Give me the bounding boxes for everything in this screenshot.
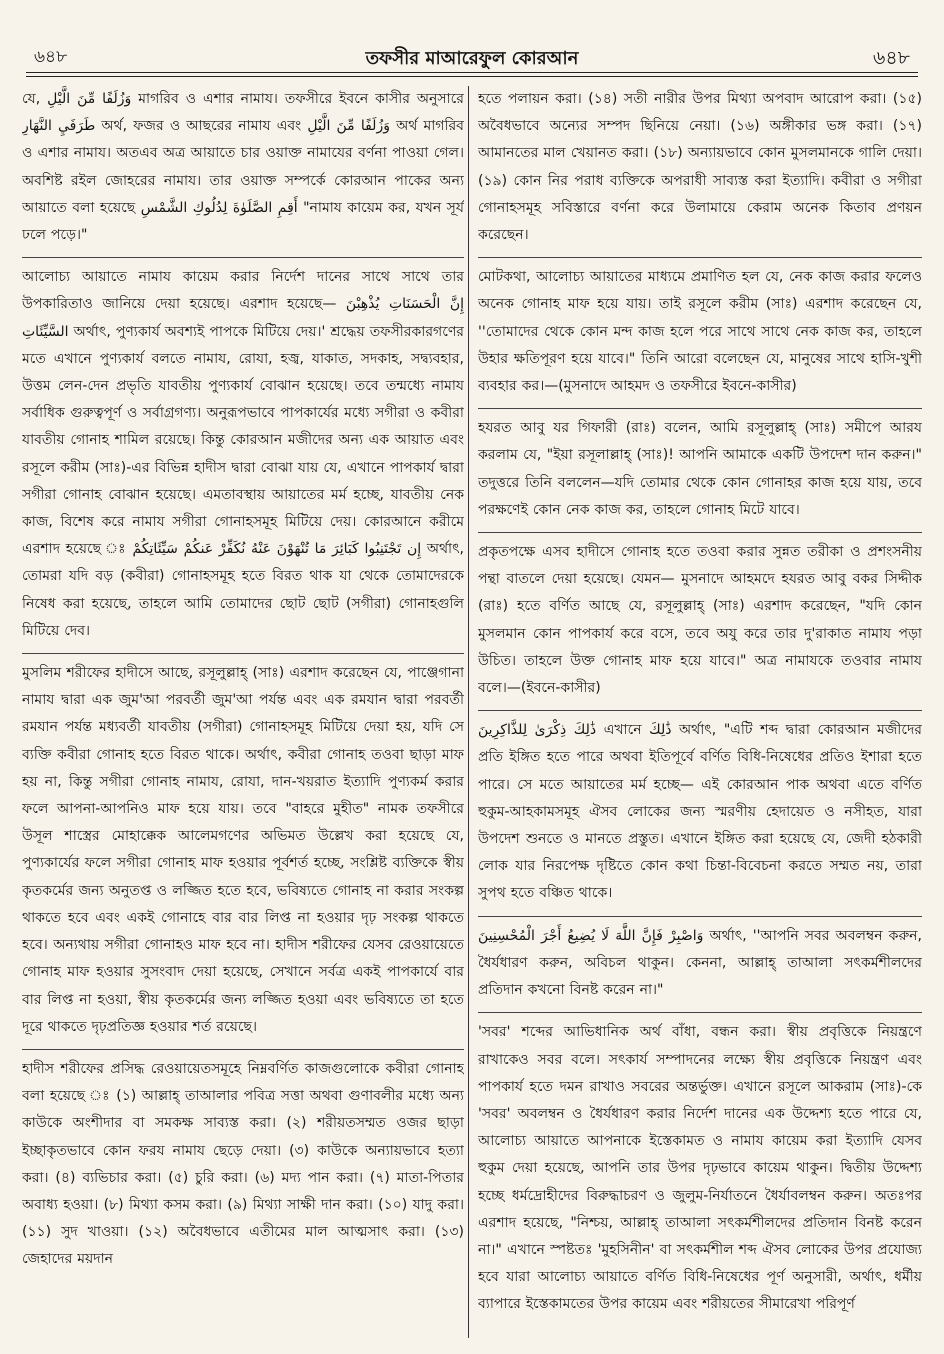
paragraph-separator: [478, 249, 922, 258]
paragraph-separator: [22, 249, 464, 258]
paragraph-separator: [22, 1041, 464, 1050]
paragraph-separator: [22, 645, 464, 654]
paragraph-separator: [478, 400, 922, 409]
paragraph-separator: [478, 1004, 922, 1013]
right-paragraph-1: হতে পলায়ন করা। (১৪) সতী নারীর উপর মিথ্যা অপবাদ আরোপ করা। (১৫) অবৈধভাবে অন্যের সম্পদ ছিনিয়ে নেয়া। (১৬) অঙ্গীকার ভঙ্গ করা। (১৭) আমানতের মাল খেয়ানত করা। (১৮) অন্যায়ভাবে কোন মুসলমানকে গালি দেয়া। (১৯) কোন নির পরাধ ব্যক্তিকে অপরাধী সাব্যস্ত করা ইত্যাদি। কবীরা ও সগীরা গোনাহসমূহ সবিস্তারে বর্ণনা করে উলামায়ে কেরাম অনেক কিতাব প্রণয়ন করেছেন।: [478, 91, 922, 244]
header-rule: [26, 72, 918, 73]
right-paragraph-6: وَاصْبِرْ فَإِنَّ اللَّهَ لَا يُضِيعُ أَجْرَ الْمُحْسِنِينَ অর্থাৎ, ''আপনি সবর অবলম্বন করুন, ধৈর্যধারণ করুন, অবিচল থাকুন। কেননা, আল্লাহ্ তাআলা সৎকর্মশীলদের প্রতিদান কখনো বিনষ্ট করেন না।": [478, 927, 922, 999]
running-title: তফসীর মাআরেফুল কোরআন: [365, 48, 579, 69]
right-column: [478, 86, 922, 1346]
right-paragraph-3: হযরত আবু যর গিফারী (রাঃ) বলেন, আমি রসূলুল্লাহ্ (সাঃ) সমীপে আরয করলাম যে, "ইয়া রসূলাল্লাহ্ (সাঃ)! আপনি আমাকে একটি উপদেশ দান করুন।" তদুত্তরে তিনি বললেন—যদি তোমার থেকে কোন গোনাহর কাজ হয়ে যায়, তবে পরক্ষণেই কোন নেক কাজ কর, তাহলে গোনাহ মিটে যাবে।: [478, 420, 922, 518]
paragraph-separator: [478, 702, 922, 711]
left-paragraph-2: আলোচ্য আয়াতে নামায কায়েম করার নির্দেশ দানের সাথে সাথে তার উপকারিতাও জানিয়ে দেয়া হয়েছে। এরশাদ হয়েছে— إِنَّ الْحَسَنَاتِ يُذْهِبْنَ السَّيِّئَاتِ অর্থাৎ, পুণ্যকার্য অবশ্যই পাপকে মিটিয়ে দেয়।' শ্রদ্ধেয় তফসীরকারগণের মতে এখানে পুণ্যকার্য বলতে নামায, রোযা, হজ্ব, যাকাত, সদকাহ, সদ্ব্যবহার, উত্তম লেন-দেন প্রভৃতি যাবতীয় পুণ্যকার্য বোঝান হয়েছে। তবে তন্মধ্যে নামায সর্বাধিক গুরুত্বপূর্ণ ও সর্বাগ্রগণ্য। অনুরূপভাবে পাপকার্যের মধ্যে সগীরা ও কবীরা যাবতীয় গোনাহ শামিল রয়েছে। কিন্তু কোরআন মজীদের অন্য এক আয়াত এবং রসূলে করীম (সাঃ)-এর বিভিন্ন হাদীস দ্বারা বোঝা যায় যে, এখানে পাপকার্য দ্বারা সগীরা গোনাহ বোঝান হয়েছে। এমতাবস্থায় আয়াতের মর্ম হচ্ছে, যাবতীয় নেক কাজ, বিশেষ করে নামায সগীরা গোনাহসমূহ মিটিয়ে দেয়। কোরআনে করীমে এরশাদ হয়েছে ঃ إِن تَجْتَنِبُوا كَبَائِرَ مَا تُنْهَوْنَ عَنْهُ نُكَفِّرْ عَنكُمْ سَيِّئَاتِكُمْ অর্থাৎ, তোমরা যদি বড় (কবীরা) গোনাহসমূহ হতে বিরত থাক যা থেকে তোমাদেরকে নিষেধ করা হয়েছে, তাহলে আমি তোমাদের ছোট ছোট (সগীরা) গোনাহগুলি মিটিয়ে দেব।: [22, 269, 464, 639]
left-paragraph-4: হাদীস শরীফের প্রসিদ্ধ রেওয়ায়েতসমূহে নিম্নবর্ণিত কাজগুলোকে কবীরা গোনাহ বলা হয়েছে ঃ (১) আল্লাহ্ তাআলার পবিত্র সত্তা অথবা গুণাবলীর মধ্যে অন্য কাউকে অংশীদার বা সমকক্ষ সাব্যস্ত করা। (২) শরীয়তসম্মত ওজর ছাড়া ইচ্ছাকৃতভাবে কোন ফরয নামায ছেড়ে দেয়া। (৩) কাউকে অন্যায়ভাবে হত্যা করা। (৪) ব্যভিচার করা। (৫) চুরি করা। (৬) মদ্য পান করা। (৭) মাতা-পিতার অবাধ্য হওয়া। (৮) মিথ্যা কসম করা। (৯) মিথ্যা সাক্ষী দান করা। (১০) যাদু করা। (১১) সুদ খাওয়া। (১২) অবৈধভাবে এতীমের মাল আত্মসাৎ করা। (১৩) জেহাদের ময়দান: [22, 1060, 464, 1268]
page-number-right: ৬৪৮: [872, 47, 910, 69]
left-paragraph-1: যে, وَزُلَفًا مِّنَ الَّيْلِ মাগরিব ও এশার নামায। তফসীরে ইবনে কাসীর অনুসারে طَرَفَيِ النَّهَارِ অর্থ, ফজর ও আছরের নামায এবং وَزُلَفًا مِّنَ الَّيْلِ অর্থ মাগরিব ও এশার নামায। অতএব অত্র আয়াতে চার ওয়াক্ত নামাযের বর্ণনা পাওয়া গেল। অবশিষ্ট রইল জোহরের নামায। তার ওয়াক্ত সম্পর্কে কোরআন পাকের অন্য আয়াতে বলা হয়েছে أَقِمِ الصَّلَوٰةَ لِدُلُوكِ الشَّمْسِ "নামায কায়েম কর, যখন সূর্য ঢলে পড়ে।": [22, 91, 464, 244]
page-header: [26, 38, 918, 76]
right-paragraph-2: মোটকথা, আলোচ্য আয়াতের মাধ্যমে প্রমাণিত হল যে, নেক কাজ করার ফলেও অনেক গোনাহ মাফ হয়ে যায়। তাই রসূলে করীম (সাঃ) এরশাদ করেছেন যে, ''তোমাদের থেকে কোন মন্দ কাজ হলে পরে সাথে সাথে নেক কাজ কর, তাহলে উহার ক্ষতিপূরণ হয়ে যাবে।" তিনি আরো বলেছেন যে, মানুষের সাথে হাসি-খুশী ব্যবহার কর।—(মুসনাদে আহমদ ও তফসীরে ইবনে-কাসীর): [478, 269, 922, 395]
left-column: [22, 86, 464, 1346]
paragraph-separator: [478, 524, 922, 533]
left-paragraph-3: মুসলিম শরীফের হাদীসে আছে, রসূলুল্লাহ্ (সাঃ) এরশাদ করেছেন যে, পাঞ্জেগানা নামায দ্বারা এক জুম'আ পরবর্তী জুম'আ পর্যন্ত এবং এক রমযান দ্বারা পরবর্তী রমযান পর্যন্ত মধ্যবর্তী যাবতীয় (সগীরা) গোনাহসমূহ মিটিয়ে দেয়া হয়, যদি সে ব্যক্তি কবীরা গোনাহ হতে বিরত থাকে। অর্থাৎ, কবীরা গোনাহ তওবা ছাড়া মাফ হয় না, কিন্তু সগীরা গোনাহ নামায, রোযা, দান-খয়রাত ইত্যাদি পুণ্যকর্ম করার ফলে আপনা-আপনিও মাফ হয়ে যায়। তবে "বাহরে মুহীত" নামক তফসীরে উসূল শাস্ত্রের মোহাক্কেক আলেমগণের অভিমত উল্লেখ করা হয়েছে যে, পুণ্যকার্যের ফলে সগীরা গোনাহ মাফ হওয়ার পূর্বশর্ত হচ্ছে, সংশ্লিষ্ট ব্যক্তিকে স্বীয় কৃতকর্মের জন্য অনুতপ্ত ও লজ্জিত হতে হবে, ভবিষ্যতে গোনাহ না করার সংকল্প থাকতে হবে এবং একই গোনাহে বার বার লিপ্ত না হওয়ার দৃঢ় সংকল্প থাকতে হবে। অন্যথায় সগীরা গোনাহও মাফ হবে না। হাদীস শরীফের যেসব রেওয়ায়েতে গোনাহ মাফ হওয়ার সুসংবাদ দেয়া হয়েছে, সেখানে সর্বত্র একই পাপকার্যে বার বার লিপ্ত না হওয়া, স্বীয় কৃতকর্মের জন্য লজ্জিত হওয়া এবং ভবিষ্যতে তা হতে দূরে থাকতে দৃঢ়প্রতিজ্ঞ হওয়ার শর্ত রয়েছে।: [22, 665, 464, 1035]
page-number-left: ৬৪৮: [34, 47, 68, 67]
right-paragraph-7: 'সবর' শব্দের আভিধানিক অর্থ বাঁধা, বন্ধন করা। স্বীয় প্রবৃত্তিকে নিয়ন্ত্রণে রাখাকেও সবর বলে। সৎকার্য সম্পাদনের লক্ষ্যে স্বীয় প্রবৃত্তিকে নিয়ন্ত্রণ এবং পাপকার্য হতে দমন রাখাও সবরের অন্তর্ভুক্ত। এখানে রসূলে আকরাম (সাঃ)-কে 'সবর' অবলম্বন ও ধৈর্যধারণ করার নির্দেশ দানের এক উদ্দেশ্য হতে পারে যে, আলোচ্য আয়াতে আপনাকে ইস্তেকামত ও নামায কায়েম করা ইত্যাদি যেসব হুকুম দেয়া হয়েছে, আপনি তার উপর দৃঢ়ভাবে কায়েম থাকুন। দ্বিতীয় উদ্দেশ্য হচ্ছে ধর্মদ্রোহীদের বিরুদ্ধাচরণ ও জুলুম-নির্যাতনে ধৈর্যাবলম্বন করুন। অতঃপর এরশাদ হয়েছে, "নিশ্চয়, আল্লাহ্ তাআলা সৎকর্মশীলদের প্রতিদান বিনষ্ট করেন না।" এখানে স্পষ্টতঃ 'মুহসিনীন' বা সৎকর্মশীল শব্দ ঐসব লোকের উপর প্রযোজ্য হবে যারা আলোচ্য আয়াতে বর্ণিত বিধি-নিষেধের পূর্ণ অনুসারী, অর্থাৎ, ধর্মীয় ব্যাপারে ইস্তেকামতের উপর কায়েম এবং শরীয়তের সীমারেখা পরিপূর্ণ: [478, 1024, 922, 1313]
header-rule-secondary: [26, 76, 918, 77]
right-paragraph-5: ذَٰلِكَ ذِكْرَىٰ لِلذَّاكِرِينَ এখানে ذَٰلِكَ অর্থাৎ, "এটি শব্দ দ্বারা কোরআন মজীদের প্রতি ইঙ্গিত হতে পারে অথবা ইতিপূর্বে বর্ণিত বিধি-নিষেধের প্রতিও ইশারা হতে পারে। সে মতে আয়াতের মর্ম হচ্ছে— এই কোরআন পাক অথবা এতে বর্ণিত হুকুম-আহকামসমূহ ঐসব লোকের জন্য স্মরণীয় হেদায়েত ও নসীহত, যারা উপদেশ শুনতে ও মানতে প্রস্তুত। এখানে ইঙ্গিত করা হয়েছে যে, জেদী হঠকারী লোক যার নিরপেক্ষ দৃষ্টিতে কোন কথা চিন্তা-বিবেচনা করতে সম্মত নয়, তারা সুপথ হতে বঞ্চিত থাকে।: [478, 722, 922, 902]
column-divider: [468, 86, 469, 1338]
right-paragraph-4: প্রকৃতপক্ষে এসব হাদীসে গোনাহ হতে তওবা করার সুন্নত তরীকা ও প্রশংসনীয় পন্থা বাতলে দেয়া হয়েছে। যেমন— মুসনাদে আহমদে হযরত আবু বকর সিদ্দীক (রাঃ) হতে বর্ণিত আছে যে, রসূলুল্লাহ্ (সাঃ) এরশাদ করেছেন, "যদি কোন মুসলমান কোন পাপকার্য করে বসে, তবে অযু করে তার দু'রাকাত নামায পড়া উচিত। তাহলে উক্ত গোনাহ মাফ হয়ে যাবে।" অত্র নামাযকে তওবার নামায বলে।—(ইবনে-কাসীর): [478, 544, 922, 697]
paragraph-separator: [478, 908, 922, 917]
